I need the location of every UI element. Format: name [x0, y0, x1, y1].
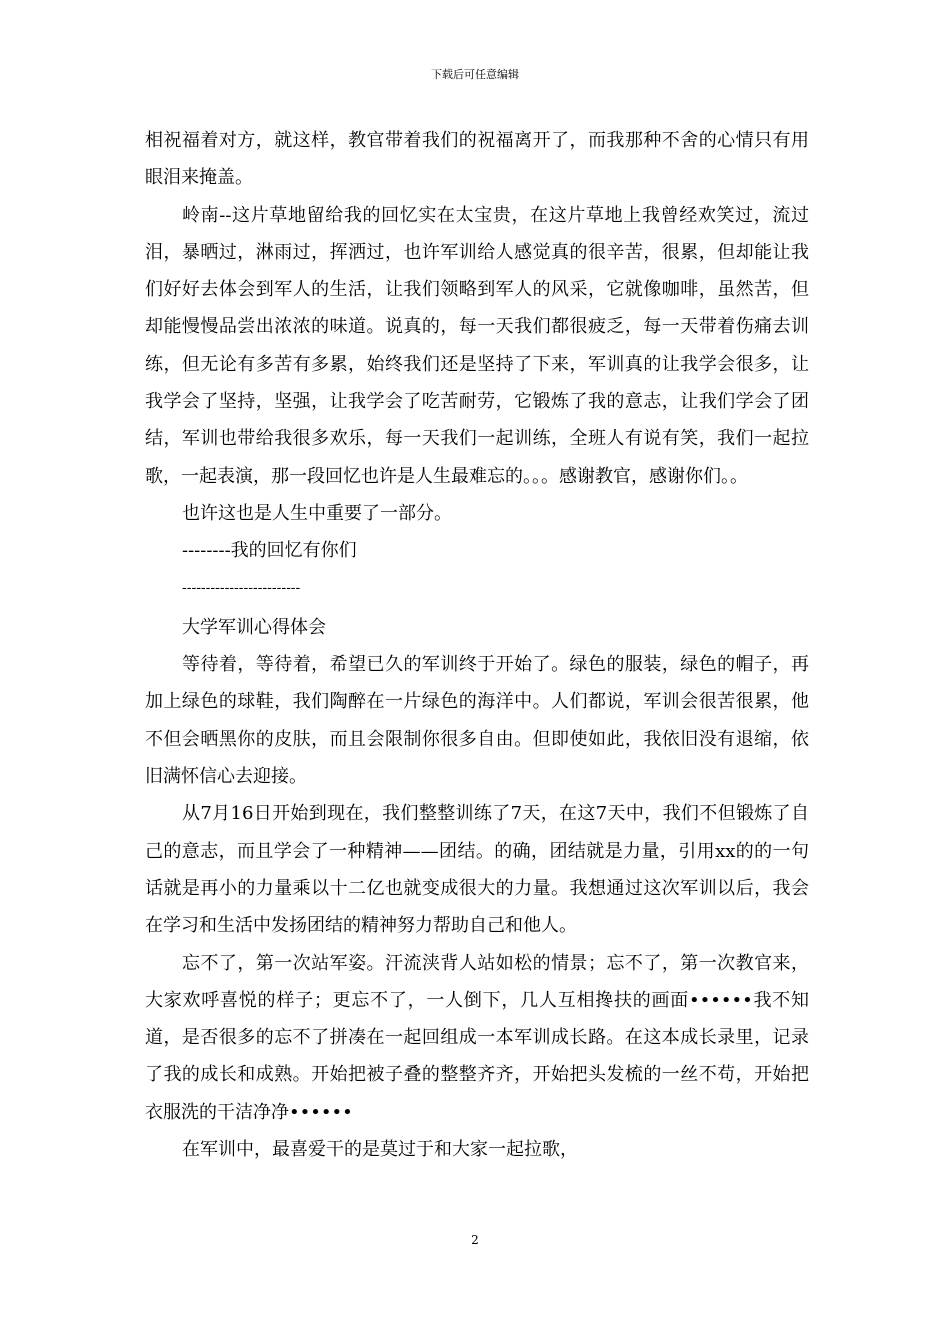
separator-line: -------------------------: [182, 579, 301, 596]
signature-line: --------我的回忆有你们: [182, 540, 357, 562]
paragraph-unity: 从7月16日开始到现在，我们整整训练了7天，在这7天中，我们不但锻炼了自己的意志，而且学会了一种精神——团结。的确，团结就是力量，引用xx的的一句话就是再小的力量乘以十二亿也就变成很大的力量。我想通过这次军训以后，我会在学习和生活中发扬团结的精神努力帮助自己和他人。: [145, 803, 809, 937]
paragraph-farewell: 相祝福着对方，就这样，教官带着我们的祝福离开了，而我那种不舍的心情只有用眼泪来掩盖。: [145, 130, 809, 189]
page-header: 下载后可任意编辑: [431, 68, 519, 81]
section-title: 大学军训心得体会: [182, 616, 326, 638]
paragraph-singing: 在军训中，最喜爱干的是莫过于和大家一起拉歌，: [182, 1139, 578, 1161]
paragraph-lingnan-memory: 岭南--这片草地留给我的回忆实在太宝贵，在这片草地上我曾经欢笑过，流过泪，暴晒过，淋雨过，挥洒过，也许军训给人感觉真的很辛苦，很累，但却能让我们好好去体会到军人的生活，让我们领略到军人的风采，它就像咖啡，虽然苦，但却能慢慢品尝出浓浓的味道。说真的，每一天我们都很疲乏，每一天带着伤痛去训练，但无论有多苦有多累，始终我们还是坚持了下来，军训真的让我学会很多，让我学会了坚持，坚强，让我学会了吃苦耐劳，它锻炼了我的意志，让我们学会了团结，军训也带给我很多欢乐，每一天我们一起训练，全班人有说有笑，我们一起拉歌，一起表演，那一段回忆也许是人生最难忘的。。。感谢教官，感谢你们。。: [145, 204, 809, 487]
document-body: [145, 122, 809, 1168]
paragraph-unforgettable: 忘不了，第一次站军姿。汗流浃背人站如松的情景；忘不了，第一次教官来，大家欢呼喜悦的样子；更忘不了，一人倒下，几人互相搀扶的画面••••••我不知道，是否很多的忘不了拼凑在一起回组成一本军训成长路。在这本成长录里，记录了我的成长和成熟。开始把被子叠的整整齐齐，开始把头发梳的一丝不苟，开始把衣服洗的干洁净净••••••: [145, 952, 809, 1123]
paragraph-important-part: 也许这也是人生中重要了一部分。: [182, 502, 452, 524]
page-number: 2: [471, 1233, 479, 1247]
paragraph-waiting: 等待着，等待着，希望已久的军训终于开始了。绿色的服装，绿色的帽子，再加上绿色的球鞋，我们陶醉在一片绿色的海洋中。人们都说，军训会很苦很累，他不但会晒黑你的皮肤，而且会限制你很多自由。但即使如此，我依旧没有退缩，依旧满怀信心去迎接。: [145, 654, 809, 788]
